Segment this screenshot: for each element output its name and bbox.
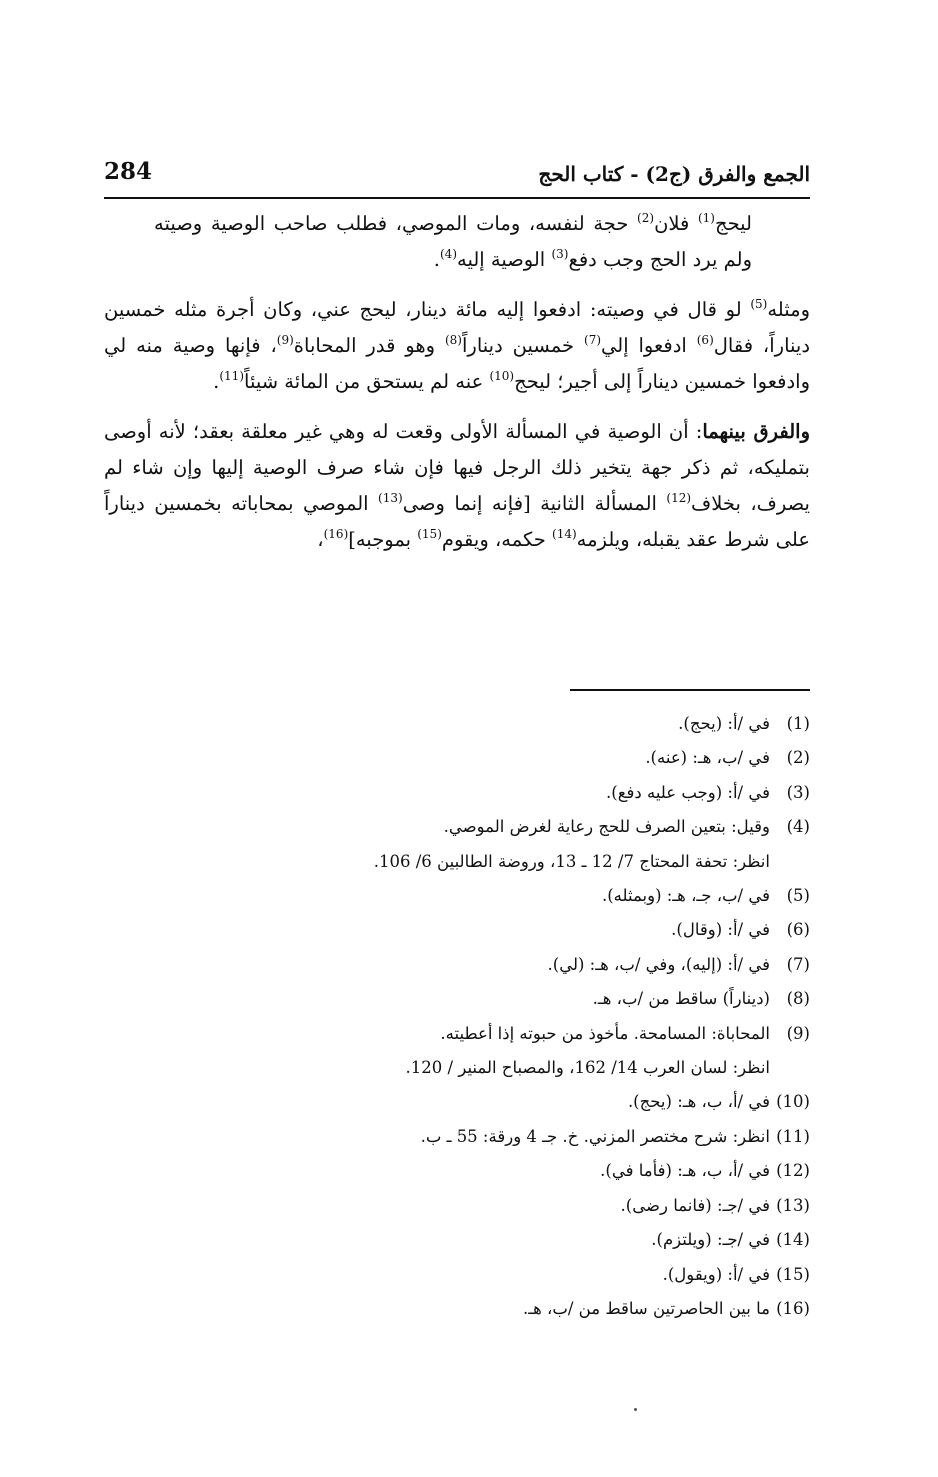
footnote-body <box>104 982 770 1016</box>
footnote-number: (16) <box>776 1298 810 1318</box>
footnote-body <box>104 1223 770 1257</box>
footnote-body <box>104 913 770 947</box>
text-run: حجة لنفسه، ومات الموصي، فطلب صاحب الوصية وصيته ولم يرد الحج وجب دفع <box>154 212 752 271</box>
text-run: عنه لم يستحق من المائة شيئاً <box>244 370 490 393</box>
footnote-item <box>104 1189 810 1223</box>
footnote-number: (12) <box>776 1161 810 1181</box>
footnote-body <box>104 1120 770 1154</box>
footnote-text: في /ب، جـ، هـ: (وبمثله). <box>602 886 770 906</box>
footnote-body <box>104 948 770 982</box>
footnote-item <box>104 1223 810 1257</box>
footnote-text: في /أ، ب، هـ: (فأما في). <box>600 1161 770 1181</box>
footnote-body <box>104 879 770 913</box>
footnote-marker: (16) <box>323 527 349 541</box>
footnote-number: (11) <box>776 1126 810 1146</box>
footnote-body <box>104 741 770 775</box>
footnote-item <box>104 1292 810 1326</box>
footnote-marker: (7) <box>584 333 602 347</box>
header-rule <box>104 197 810 199</box>
footnote-marker: (14) <box>552 527 577 541</box>
footnote-item <box>104 1017 810 1086</box>
footnote-marker: (1) <box>697 211 715 225</box>
text-run: فلان <box>654 212 698 235</box>
footnote-text: في /أ: (يحج). <box>678 714 770 733</box>
footnote-text: في /أ: (وجب عليه دفع). <box>606 782 770 802</box>
text-run: . <box>433 248 440 271</box>
footnote-text: انظر: شرح مختصر المزني. خ. جـ 4 ورقة: 55 ـ ب. <box>420 1126 770 1146</box>
footnote-item <box>104 1120 810 1154</box>
footnote-number: (2) <box>786 748 810 768</box>
footnote-item <box>104 982 810 1016</box>
footnote-number: (6) <box>786 920 810 940</box>
footnote-marker: (2) <box>637 211 655 225</box>
footnote-marker: (8) <box>444 333 462 347</box>
footnote-marker: (9) <box>276 333 294 347</box>
footnote-marker: (5) <box>750 297 768 311</box>
footnote-item <box>104 1154 810 1188</box>
footnote-number: (7) <box>786 954 810 974</box>
footnote-text: في /ب، هـ: (عنه). <box>645 748 770 768</box>
footnote-item <box>104 948 810 982</box>
footnote-marker: (3) <box>551 247 569 261</box>
footnote-body <box>104 1189 770 1223</box>
footnote-body <box>104 1017 770 1086</box>
page-speck <box>634 1408 637 1411</box>
footnotes-list <box>104 707 810 1326</box>
footnote-body <box>104 1258 770 1292</box>
footnote-marker: (15) <box>417 527 442 541</box>
footnote-number: (15) <box>776 1264 810 1284</box>
footnote-number: (9) <box>786 1023 810 1043</box>
footnote-text: المحاباة: المسامحة. مأخوذ من حبوته إذا أعطيته. <box>440 1023 770 1043</box>
footnote-item <box>104 741 810 775</box>
footnote-text: ما بين الحاصرتين ساقط من /ب، هـ. <box>522 1298 770 1318</box>
page-number: 284 <box>104 158 153 185</box>
text-run: حكمه، ويقوم <box>441 528 552 551</box>
footnote-number: (8) <box>786 989 810 1009</box>
footnote-number: (14) <box>776 1230 810 1250</box>
text-run: ، فإنها وصية منه لي وادفعوا خمسين ديناراً إلى أجير؛ ليحج <box>104 334 810 393</box>
footnote-marker: (13) <box>378 491 403 505</box>
text-run: خمسين ديناراً <box>461 334 584 357</box>
footnote-marker: (4) <box>439 247 457 261</box>
text-run: الوصية إليه <box>457 248 552 271</box>
footnote-number: (1) <box>786 714 810 733</box>
footnote-item <box>104 913 810 947</box>
text-run: الموصي بمحاباته بخمسين ديناراً على شرط عقد يقبله، ويلزمه <box>104 492 810 551</box>
footnote-text: في /أ: (ويقول). <box>662 1264 770 1284</box>
footnote-reference: انظر: لسان العرب 14/ 162، والمصباح المنير / 120. <box>405 1058 770 1078</box>
text-run: المسألة الثانية [فإنه إنما وصى <box>402 492 667 515</box>
footnote-number: (3) <box>786 782 810 802</box>
footnote-body <box>104 1085 770 1119</box>
footnote-marker: (10) <box>489 369 515 383</box>
footnote-marker: (12) <box>666 491 692 505</box>
footnote-number: (10) <box>776 1092 810 1112</box>
footnote-text: في /أ، ب، هـ: (يحج). <box>627 1092 770 1112</box>
footnote-marker: (6) <box>696 333 714 347</box>
text-run: ليحج <box>714 212 752 235</box>
text-run: . <box>213 370 220 393</box>
text-run: ، <box>317 528 324 551</box>
footnote-marker: (11) <box>219 369 245 383</box>
footnote-number: (5) <box>786 886 810 906</box>
footnote-item <box>104 707 810 741</box>
footnote-text: (ديناراً) ساقط من /ب، هـ. <box>592 989 770 1009</box>
footnote-number: (13) <box>776 1195 810 1215</box>
text-run: وهو قدر المحاباة <box>293 334 445 357</box>
text-run: لو قال في وصيته: ادفعوا إليه مائة دينار، ليحج عني، وكان أجرة مثله خمسين ديناراً، فقال <box>104 298 811 357</box>
footnote-body <box>104 707 770 741</box>
footnote-body <box>104 776 770 810</box>
paragraph-2 <box>104 292 810 400</box>
footnote-body <box>104 1292 770 1326</box>
text-run: ومثله <box>767 298 810 321</box>
footnote-text: في /أ: (إليه)، وفي /ب، هـ: (لي). <box>547 954 770 974</box>
main-text <box>104 206 810 576</box>
footnote-body <box>104 810 770 879</box>
footnote-text: في /أ: (وقال). <box>671 920 770 940</box>
footnote-item <box>104 1085 810 1119</box>
running-title: الجمع والفرق (ج2) - كتاب الحج <box>538 162 810 186</box>
footnote-item <box>104 1258 810 1292</box>
text-run: بموجبه] <box>348 528 418 551</box>
running-header <box>104 158 810 196</box>
footnote-text: في /جـ: (ويلتزم). <box>651 1230 770 1250</box>
bold-lead-text: والفرق بينهما <box>702 420 810 443</box>
text-run: ادفعوا إلي <box>601 334 697 357</box>
paragraph-1 <box>154 206 752 278</box>
footnote-item <box>104 776 810 810</box>
footnote-text: في /جـ: (فانما رضى). <box>620 1195 770 1215</box>
footnote-body <box>104 1154 770 1188</box>
paragraph-3 <box>104 414 810 558</box>
footnote-number: (4) <box>786 817 810 837</box>
footnote-text: وقيل: بتعين الصرف للحج رعاية لغرض الموصي. <box>443 817 770 837</box>
footnote-item <box>104 810 810 879</box>
text-run: : أن الوصية في المسألة الأولى وقعت له وهي غير معلقة بعقد؛ لأنه أوصى بتمليكه، ثم ذكر جهة يتخير ذلك الرجل فيها فإن شاء صرف الوصية إليها وإن شاء لم يصرف، بخلاف <box>104 420 810 515</box>
footnote-separator <box>570 689 810 691</box>
footnote-item <box>104 879 810 913</box>
footnote-reference: انظر: تحفة المحتاج 7/ 12 ـ 13، وروضة الطالبين 6/ 106. <box>373 851 770 871</box>
